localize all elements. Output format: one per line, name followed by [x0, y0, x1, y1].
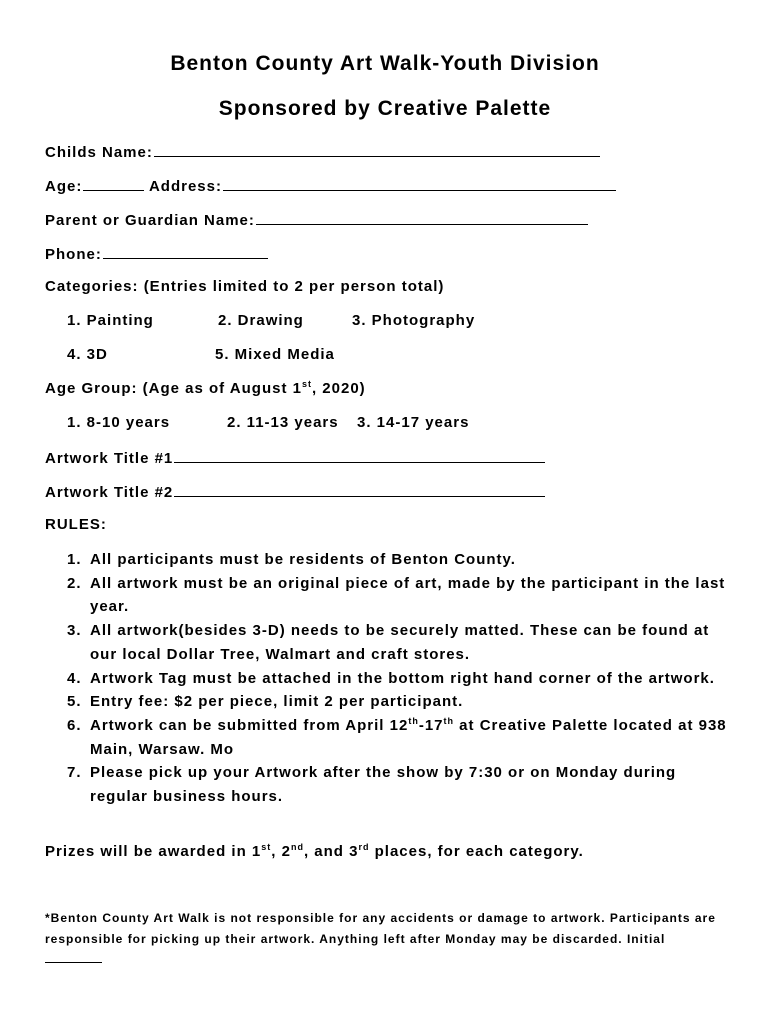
category-item: 4. 3D — [67, 346, 108, 363]
rule-item — [67, 761, 737, 808]
prizes-part: places, for each category. — [369, 843, 584, 860]
rule-text: -17 — [418, 716, 444, 734]
rule-number: 1. — [67, 551, 82, 568]
category-item: 1. Painting — [67, 312, 154, 329]
rule-item — [67, 690, 737, 714]
age-group-heading-year: , 2020) — [311, 380, 366, 397]
age-label: Age: — [45, 178, 83, 195]
rule-item — [67, 572, 737, 619]
prizes-part: , and 3 — [303, 843, 359, 860]
rule-item — [67, 714, 737, 761]
rule-number: 4. — [67, 669, 82, 687]
rule-text: Entry fee: $2 per piece, limit 2 per participant. — [90, 693, 464, 711]
category-item: 5. Mixed Media — [215, 346, 335, 363]
parent-name-label: Parent or Guardian Name: — [45, 212, 255, 229]
rule-text: Artwork can be submitted from April 12 — [90, 716, 409, 734]
age-address-row — [45, 176, 616, 195]
rule-item — [67, 548, 737, 572]
artwork-title-2-field[interactable] — [174, 482, 545, 497]
age-group-item: 3. 14-17 years — [357, 414, 470, 431]
prizes-sup: st — [261, 842, 272, 852]
prizes-part: Prizes will be awarded in 1 — [45, 843, 262, 860]
artwork-title-1-field[interactable] — [174, 448, 545, 463]
rule-number: 5. — [67, 693, 82, 711]
rule-number: 2. — [67, 574, 82, 592]
page-title: Benton County Art Walk-Youth Division — [170, 52, 600, 75]
age-group-heading-text: Age Group: (Age as of August 1 — [45, 380, 302, 397]
artwork-title-2-label: Artwork Title #2 — [45, 484, 174, 501]
parent-name-row — [45, 210, 588, 229]
prizes-part: , 2 — [271, 843, 291, 860]
childs-name-field[interactable] — [154, 142, 600, 157]
phone-label: Phone: — [45, 246, 102, 263]
age-group-heading — [45, 380, 366, 397]
age-group-item: 2. 11-13 years — [227, 414, 339, 431]
address-label: Address: — [148, 178, 222, 195]
age-group-heading-sup: st — [301, 379, 312, 389]
rule-sup: th — [443, 715, 455, 726]
parent-name-field[interactable] — [256, 210, 588, 225]
phone-row — [45, 244, 268, 263]
page-subtitle: Sponsored by Creative Palette — [218, 97, 552, 120]
rule-number: 7. — [67, 764, 82, 782]
prizes-text — [45, 843, 584, 860]
rule-sup: th — [408, 715, 419, 726]
rule-text: All artwork must be an original piece of art, made by the participant in the last year. — [90, 574, 726, 616]
category-item: 3. Photography — [352, 312, 476, 329]
rule-text: All artwork(besides 3-D) needs to be securely matted. These can be found at our local Dollar Tree, Walmart and craft stores. — [90, 622, 710, 663]
rule-item — [67, 667, 737, 691]
rules-heading: RULES: — [45, 516, 107, 533]
childs-name-row — [45, 142, 600, 161]
phone-field[interactable] — [103, 244, 268, 259]
rules-list — [67, 548, 737, 809]
rule-number: 6. — [67, 716, 82, 734]
prizes-sup: nd — [290, 842, 304, 852]
rule-text: Artwork Tag must be attached in the bottom right hand corner of the artwork. — [90, 669, 715, 687]
category-item: 2. Drawing — [218, 312, 304, 329]
rule-item — [67, 619, 737, 666]
age-field[interactable] — [83, 176, 144, 191]
initial-field[interactable] — [45, 962, 102, 963]
rule-text: at Creative Palette located at 938 Main, Warsaw. Mo — [90, 716, 727, 758]
age-group-item: 1. 8-10 years — [67, 414, 171, 431]
artwork-title-2-row — [45, 482, 545, 501]
disclaimer-footnote: *Benton County Art Walk is not responsible for any accidents or damage to artwork. Participants are responsible for picking up their artwork. Anything left after Monday may be discarded. Initial — [45, 911, 716, 946]
prizes-sup: rd — [358, 842, 370, 852]
categories-heading: Categories: (Entries limited to 2 per person total) — [45, 278, 445, 295]
address-field[interactable] — [223, 176, 616, 191]
artwork-title-1-row — [45, 448, 545, 467]
rule-text: All participants must be residents of Benton County. — [90, 551, 516, 568]
rule-number: 3. — [67, 622, 82, 640]
rule-text: Please pick up your Artwork after the show by 7:30 or on Monday during regular business hours. — [90, 764, 677, 806]
artwork-title-1-label: Artwork Title #1 — [45, 450, 174, 467]
childs-name-label: Childs Name: — [45, 144, 153, 161]
